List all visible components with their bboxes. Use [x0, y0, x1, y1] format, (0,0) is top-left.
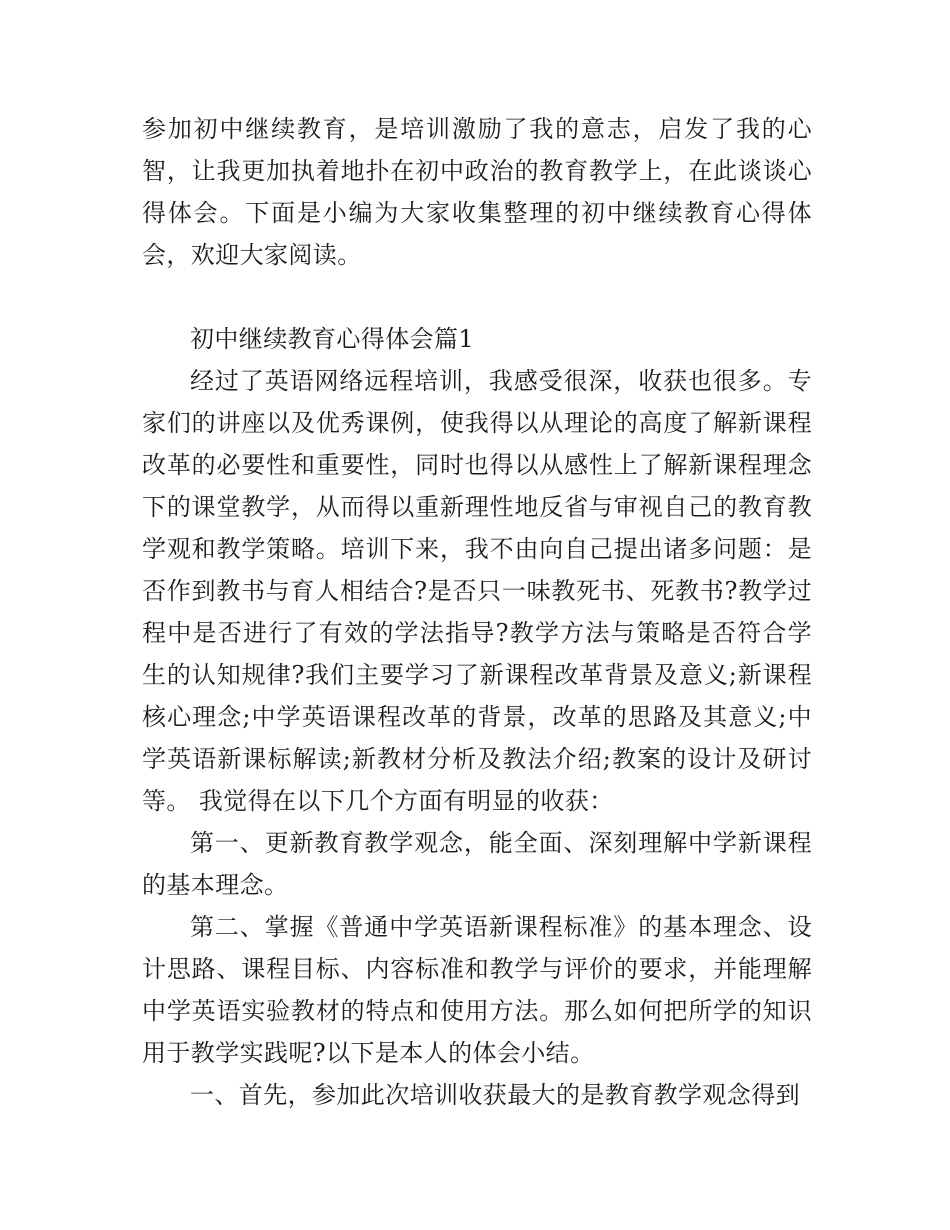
- body-paragraph: 第二、掌握《普通中学英语新课程标准》的基本理念、设计思路、课程目标、内容标准和教学与评价的要求，并能理解中学英语实验教材的特点和使用方法。那么如何把所学的知识用于教学实践呢?以下是本人的体会小结。: [142, 913, 812, 1067]
- intro-paragraph: 参加初中继续教育，是培训激励了我的意志，启发了我的心智，让我更加执着地扑在初中政治的教育教学上，在此谈谈心得体会。下面是小编为大家收集整理的初中继续教育心得体会，欢迎大家阅读。: [142, 115, 812, 269]
- document-body: [142, 108, 812, 1116]
- body-paragraph: 第一、更新教育教学观念，能全面、深刻理解中学新课程的基本理念。: [142, 829, 812, 899]
- body-paragraph: 一、首先，参加此次培训收获最大的是教育教学观念得到: [190, 1081, 800, 1109]
- section-title: 初中继续教育心得体会篇1: [190, 325, 475, 353]
- body-paragraph: 经过了英语网络远程培训，我感受很深，收获也很多。专家们的讲座以及优秀课例，使我得以从理论的高度了解新课程改革的必要性和重要性，同时也得以从感性上了解新课程理念下的课堂教学，从而得以重新理性地反省与审视自己的教育教学观和教学策略。培训下来，我不由向自己提出诸多问题：是否作到教书与育人相结合?是否只一味教死书、死教书?教学过程中是否进行了有效的学法指导?教学方法与策略是否符合学生的认知规律?我们主要学习了新课程改革背景及意义;新课程核心理念;中学英语课程改革的背景，改革的思路及其意义;中学英语新课标解读;新教材分析及教法介绍;教案的设计及研讨等。 我觉得在以下几个方面有明显的收获：: [142, 367, 812, 815]
